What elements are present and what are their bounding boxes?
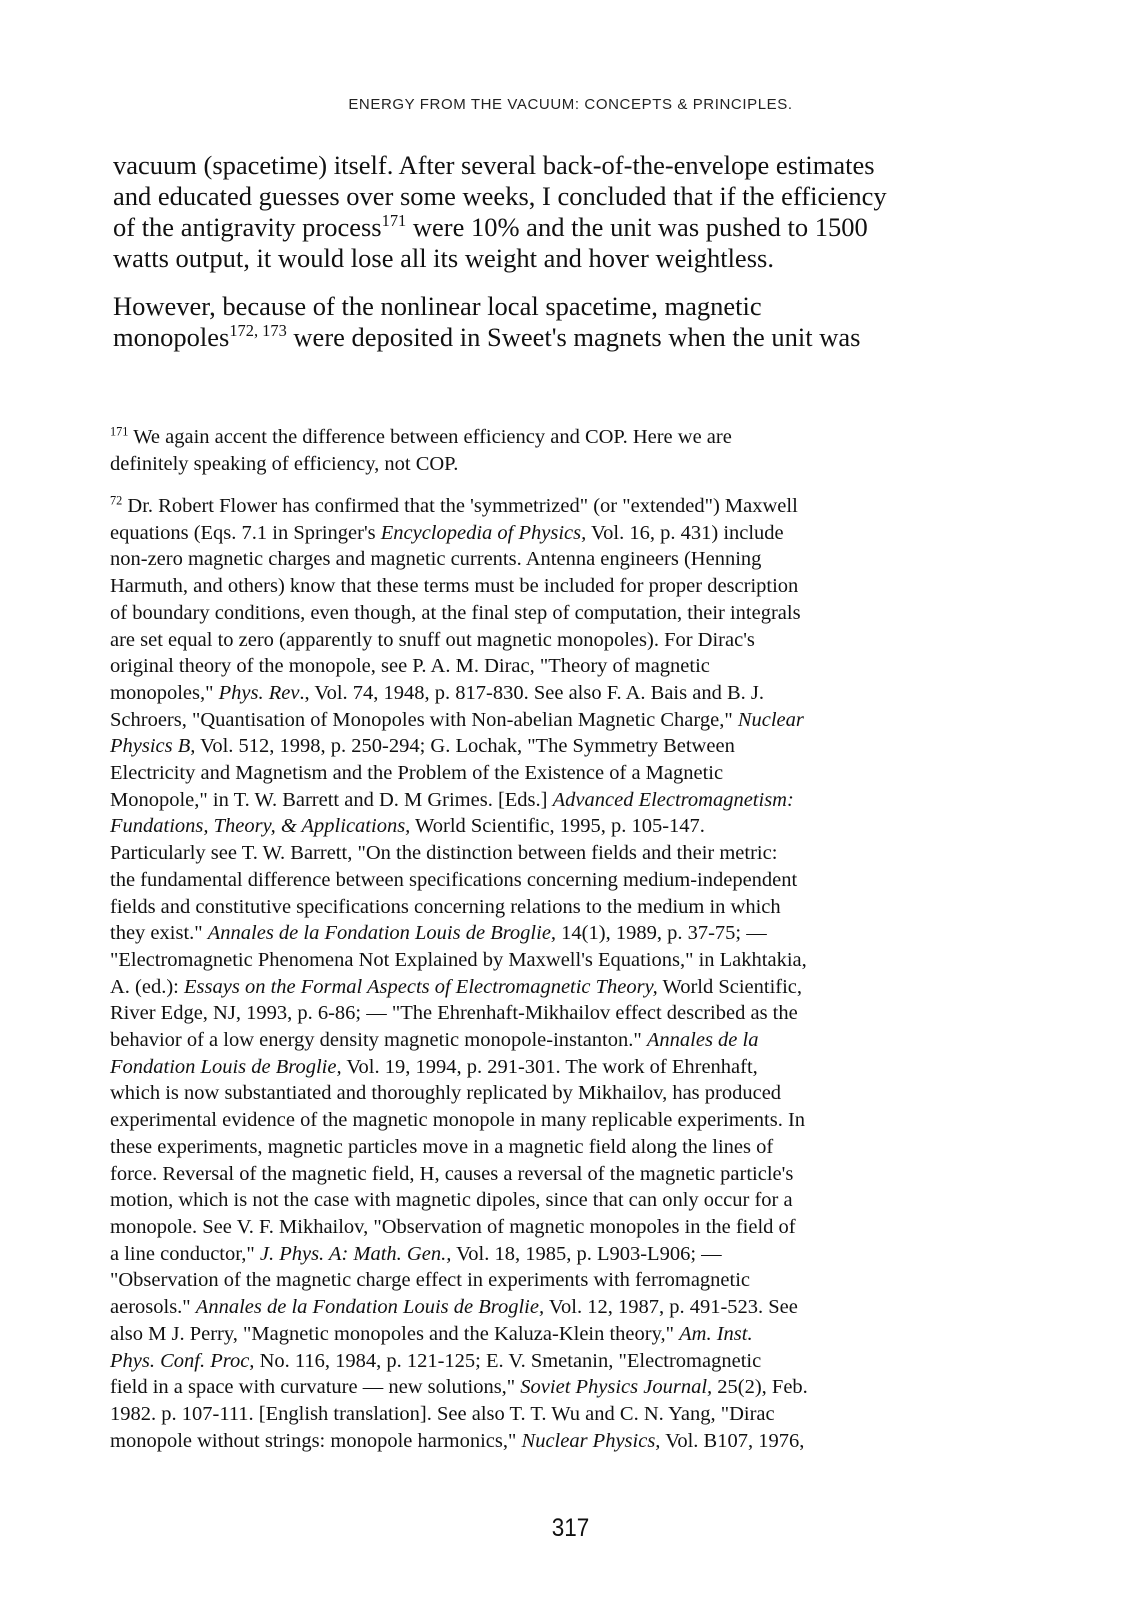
text-run: Vol. 12, 1987, p. 491-523. See [544,1296,798,1319]
text-run: World Scientific, 1995, p. 105-147. [410,815,705,838]
text-line [110,733,970,760]
citation-title: Am. Inst. [679,1322,753,1345]
citation-title: Phys. Conf. Proc, [110,1349,255,1372]
text-line: which is now substantiated and thoroughly replicated by Mikhailov, has produced [110,1082,782,1105]
text-line [110,787,970,814]
text-run: of the antigravity process [113,212,382,242]
text-line [110,707,970,734]
text-run: Monopole," in T. W. Barrett and D. M Grimes. [Eds.] [110,788,553,811]
text-run: were 10% and the unit was pushed to 1500 [406,212,868,242]
text-line: and educated guesses over some weeks, I concluded that if the efficiency [113,181,887,211]
text-run: Vol. B107, 1976, [660,1429,805,1452]
text-line: original theory of the monopole, see P. A. M. Dirac, "Theory of magnetic [110,655,710,678]
footnote-ref-171[interactable]: 171 [381,210,407,230]
text-run: equations (Eqs. 7.1 in Springer's [110,521,381,544]
text-line: force. Reversal of the magnetic field, H, causes a reversal of the magnetic particle's [110,1162,794,1185]
text-line [113,212,973,243]
text-line: non-zero magnetic charges and magnetic currents. Antenna engineers (Henning [110,548,762,571]
citation-title: Fondation Louis de Broglie, [110,1055,342,1078]
footnote-marker: 171 [110,424,129,439]
footnote-ref-172-173[interactable]: 172, 173 [229,320,287,340]
citation-title: J. Phys. A: Math. Gen., [259,1242,452,1265]
text-line [110,1321,970,1348]
text-run: aerosols." [110,1296,196,1319]
text-line [110,1054,970,1081]
text-line: Particularly see T. W. Barrett, "On the distinction between fields and their metric: [110,842,778,865]
text-run: Vol. 18, 1985, p. L903-L906; — [451,1242,722,1265]
text-line [110,1374,970,1401]
text-line: of boundary conditions, even though, at the final step of computation, their integrals [110,601,801,624]
footnote-171 [110,424,970,477]
text-run: Schroers, "Quantisation of Monopoles with Non-abelian Magnetic Charge," [110,708,738,731]
text-run: 25(2), Feb. [712,1376,808,1399]
text-run: monopoles [113,322,230,352]
text-line: Harmuth, and others) know that these terms must be included for proper description [110,575,799,598]
citation-title: Soviet Physics Journal, [520,1376,713,1399]
text-line: 1982. p. 107-111. [English translation]. See also T. T. Wu and C. N. Yang, "Dirac [110,1402,775,1425]
text-run: monopole without strings: monopole harmonics," [110,1429,522,1452]
text-run: also M J. Perry, "Magnetic monopoles and the Kaluza-Klein theory," [110,1322,680,1345]
text-run: A. (ed.): [110,975,185,998]
text-run: monopoles," [110,681,219,704]
text-run: We again accent the difference between efficiency and COP. Here we are [128,426,732,448]
text-line [110,1428,970,1455]
text-line: However, because of the nonlinear local spacetime, magnetic [113,291,762,321]
citation-title: Physics B, [110,735,196,758]
text-line: watts output, it would lose all its weight and hover weightless. [113,243,774,273]
text-run: ., Vol. 74, 1948, p. 817-830. See also F. A. Bais and B. J. [299,681,764,704]
body-paragraph-1 [113,150,973,274]
text-line: experimental evidence of the magnetic monopole in many replicable experiments. In [110,1109,806,1132]
text-line [110,1348,970,1375]
citation-title: Annales de la Fondation Louis de Broglie, [195,1296,545,1319]
text-line [110,920,970,947]
text-line [110,974,970,1001]
text-line [110,1241,970,1268]
citation-title: Nuclear Physics, [521,1429,661,1452]
text-run: No. 116, 1984, p. 121-125; E. V. Smetanin, "Electromagnetic [254,1349,762,1372]
text-line [110,1294,970,1321]
text-line: "Observation of the magnetic charge effect in experiments with ferromagnetic [110,1269,751,1292]
text-line: monopole. See V. F. Mikhailov, "Observation of magnetic monopoles in the field of [110,1215,796,1238]
citation-title: Fundations, Theory, & Applications, [110,815,411,838]
text-line [110,520,970,547]
text-line [110,493,970,520]
text-line [113,322,973,353]
footnote-marker: 72 [110,493,123,508]
citation-title: Annales de la Fondation Louis de Broglie, [207,922,557,945]
text-line: vacuum (spacetime) itself. After several back-of-the-envelope estimates [113,150,875,180]
text-run: behavior of a low energy density magnetic monopole-instanton." [110,1029,647,1052]
text-line: River Edge, NJ, 1993, p. 6-86; — "The Ehrenhaft-Mikhailov effect described as the [110,1002,798,1025]
text-line: "Electromagnetic Phenomena Not Explained by Maxwell's Equations," in Lakhtakia, [110,948,807,971]
text-line: definitely speaking of efficiency, not COP. [110,452,459,475]
citation-title: Advanced Electromagnetism: [552,788,794,811]
text-run: Vol. 512, 1998, p. 250-294; G. Lochak, "The Symmetry Between [195,735,735,758]
text-line: Electricity and Magnetism and the Problem of the Existence of a Magnetic [110,762,724,785]
citation-title: Nuclear [737,708,804,731]
text-run: they exist." [110,922,208,945]
text-line: motion, which is not the case with magnetic dipoles, since that can only occur for a [110,1189,793,1212]
page-number: 317 [551,1514,590,1542]
citation-title: Essays on the Formal Aspects of Electromagnetic Theory, [184,975,658,998]
text-line: these experiments, magnetic particles move in a magnetic field along the lines of [110,1135,774,1158]
citation-title: Phys. Rev [218,681,300,704]
text-line [110,424,970,451]
text-line: are set equal to zero (apparently to snuff out magnetic monopoles). For Dirac's [110,628,755,651]
text-run: were deposited in Sweet's magnets when the unit was [286,322,861,352]
text-run: 14(1), 1989, p. 37-75; — [556,922,767,945]
text-line: the fundamental difference between specifications concerning medium-independent [110,868,798,891]
text-line: fields and constitutive specifications concerning relations to the medium in which [110,895,781,918]
body-paragraph-2 [113,291,973,353]
text-line [110,680,970,707]
text-run: Vol. 19, 1994, p. 291-301. The work of Ehrenhaft, [341,1055,758,1078]
text-run: World Scientific, [657,975,803,998]
running-header: ENERGY FROM THE VACUUM: CONCEPTS & PRINCIPLES. [348,96,793,113]
text-line [110,813,970,840]
text-run: Dr. Robert Flower has confirmed that the 'symmetrized" (or "extended") Maxwell [122,495,798,517]
citation-title: Annales de la [646,1029,759,1052]
text-line [110,1027,970,1054]
text-run: field in a space with curvature — new solutions," [110,1376,521,1399]
citation-title: Encyclopedia of Physics, [380,521,587,544]
text-run: a line conductor," [110,1242,260,1265]
text-run: Vol. 16, p. 431) include [586,521,784,544]
footnote-172 [110,493,970,1454]
